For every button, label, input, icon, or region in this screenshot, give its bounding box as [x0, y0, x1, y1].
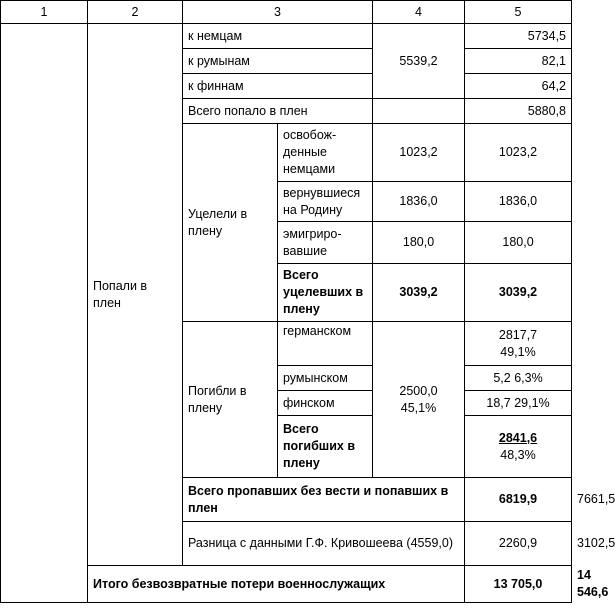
german-value: 2817,7 — [498, 327, 538, 342]
survived-total-label: Всего уцелевших в плену — [278, 264, 373, 322]
header-col-1: 1 — [1, 1, 88, 24]
missing-total-label: Всего пропавших без вести и попавших в плен — [183, 478, 465, 522]
returned-label: вернувшиеся на Родину — [278, 182, 373, 222]
header-col-3: 3 — [183, 1, 373, 24]
header-col-2: 2 — [88, 1, 183, 24]
survived-total-value-5: 3039,2 — [465, 264, 572, 322]
died-total-value: 2841,6 — [498, 430, 538, 445]
captured-group-value: 5539,2 — [373, 24, 465, 99]
header-row — [1, 1, 572, 24]
header-col-4: 4 — [373, 1, 465, 24]
german-percent: 49,1% — [500, 344, 536, 359]
died-total-percent: 48,3% — [500, 447, 536, 462]
german-label: германском — [278, 322, 373, 366]
to-romanians-value: 82,1 — [465, 49, 572, 74]
table-row: Разница с данными Г.Ф. Кривошеева (4559,0) 2260,9 3102,5 — [1, 522, 572, 566]
died-group-cell — [373, 322, 465, 478]
freed-label: освобож-денные немцами — [278, 124, 373, 182]
emigrated-label: эмигриро-вавшие — [278, 222, 373, 264]
grand-total-label: Итого безвозвратные потери военнослужащих — [88, 566, 465, 603]
died-group-value: 2500,0 — [399, 383, 438, 398]
emigrated-value-5: 180,0 — [465, 222, 572, 264]
emigrated-value-4: 180,0 — [373, 222, 465, 264]
difference-value-4: 2260,9 — [465, 522, 572, 566]
captured-total-value: 5880,8 — [465, 99, 572, 124]
romanian-label: румынском — [278, 366, 373, 391]
to-finns-value: 64,2 — [465, 74, 572, 99]
grand-total-value-4: 13 705,0 — [465, 566, 572, 603]
died-total-label: Всего погибших в плену — [278, 416, 373, 478]
empty-cell — [373, 99, 465, 124]
died-group-percent: 45,1% — [400, 400, 437, 415]
german-value-cell — [465, 322, 572, 366]
header-col-5: 5 — [465, 1, 572, 24]
returned-value-5: 1836,0 — [465, 182, 572, 222]
difference-label: Разница с данными Г.Ф. Кривошеева (4559,0) — [183, 522, 465, 566]
freed-value-4: 1023,2 — [373, 124, 465, 182]
to-germans-label: к немцам — [183, 24, 373, 49]
romanian-value: 5,2 6,3% — [465, 366, 572, 391]
to-finns-label: к финнам — [183, 74, 373, 99]
died-label: Погибли в плену — [183, 322, 278, 478]
to-romanians-label: к румынам — [183, 49, 373, 74]
finnish-label: финском — [278, 391, 373, 416]
finnish-value: 18,7 29,1% — [465, 391, 572, 416]
grand-total-row: Итого безвозвратные потери военнослужащих 13 705,0 14 546,6 — [1, 566, 572, 603]
captured-total-label: Всего попало в плен — [183, 99, 373, 124]
freed-value-5: 1023,2 — [465, 124, 572, 182]
survived-label: Уцелели в плену — [183, 124, 278, 322]
missing-total-value-4: 6819,9 — [465, 478, 572, 522]
survived-total-value-4: 3039,2 — [373, 264, 465, 322]
to-germans-value: 5734,5 — [465, 24, 572, 49]
died-total-value-cell — [465, 416, 572, 478]
empty-cell — [1, 24, 88, 603]
table-row — [1, 24, 572, 49]
returned-value-4: 1836,0 — [373, 182, 465, 222]
captured-label: Попали в плен — [88, 24, 183, 566]
table-row: Всего пропавших без вести и попавших в плен 6819,9 7661,5 — [1, 478, 572, 522]
